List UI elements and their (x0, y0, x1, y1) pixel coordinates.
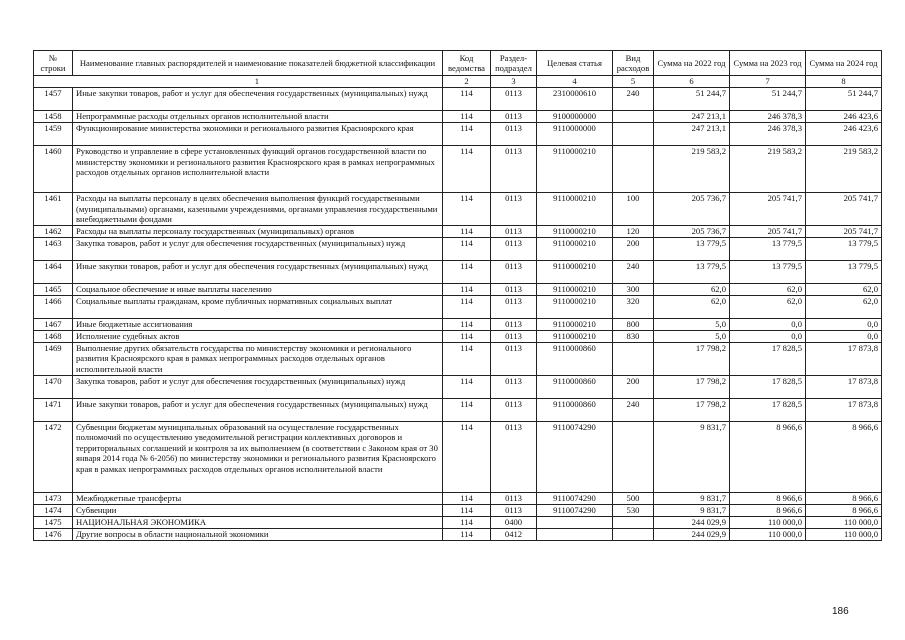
row-name: Руководство и управление в сфере установленных функций органов государственной власти по министерству экономики и регионального развития Красноярского края в рамках непрограммных расходов отдельных органов исполнительной власти (73, 146, 443, 193)
row-sum-2024: 13 779,5 (806, 260, 882, 283)
row-expense-type: 800 (613, 318, 654, 330)
row-sum-2022: 247 213,1 (654, 111, 730, 123)
row-number: 1466 (34, 295, 73, 318)
table-row (34, 398, 882, 421)
header-type: Вид расходов (613, 51, 654, 76)
column-number: 8 (806, 76, 882, 88)
row-target-article: 9110074290 (537, 492, 613, 504)
table-row (34, 193, 882, 226)
row-sum-2023: 17 828,5 (730, 398, 806, 421)
row-target-article: 9110074290 (537, 504, 613, 516)
table-row (34, 88, 882, 111)
row-sum-2023: 0,0 (730, 318, 806, 330)
row-section: 0113 (491, 295, 537, 318)
row-dept-code: 114 (443, 375, 491, 398)
row-sum-2023: 219 583,2 (730, 146, 806, 193)
table-row (34, 237, 882, 260)
row-target-article: 9110000210 (537, 283, 613, 295)
row-section: 0113 (491, 375, 537, 398)
row-section: 0113 (491, 146, 537, 193)
row-expense-type: 500 (613, 492, 654, 504)
row-name: Иные бюджетные ассигнования (73, 318, 443, 330)
row-target-article: 9110000860 (537, 398, 613, 421)
row-dept-code: 114 (443, 146, 491, 193)
row-number: 1463 (34, 237, 73, 260)
row-name: Выполнение других обязательств государства по министерству экономики и регионального развития Красноярского края в рамках непрограммных расходов отдельных органов исполнительной власти (73, 342, 443, 375)
row-target-article: 9110000210 (537, 295, 613, 318)
row-target-article: 9110000860 (537, 375, 613, 398)
row-dept-code: 114 (443, 237, 491, 260)
header-sum-2022: Сумма на 2022 год (654, 51, 730, 76)
table-row (34, 330, 882, 342)
table-row (34, 421, 882, 492)
budget-table (33, 50, 882, 541)
row-sum-2024: 8 966,6 (806, 504, 882, 516)
row-sum-2024: 17 873,8 (806, 342, 882, 375)
row-number: 1470 (34, 375, 73, 398)
table-row (34, 342, 882, 375)
row-sum-2024: 13 779,5 (806, 237, 882, 260)
row-dept-code: 114 (443, 193, 491, 226)
row-section: 0113 (491, 318, 537, 330)
row-section: 0400 (491, 516, 537, 528)
row-section: 0113 (491, 237, 537, 260)
table-row (34, 111, 882, 123)
row-sum-2024: 246 423,6 (806, 111, 882, 123)
table-row (34, 260, 882, 283)
row-expense-type: 240 (613, 88, 654, 111)
row-number: 1461 (34, 193, 73, 226)
row-name: Субвенции бюджетам муниципальных образований на осуществление государственных полномочий по осуществлению уведомительной регистрации коллективных договоров и территориальных соглашений и контроля за их выполнением (в соответствии с Законом края от 30 января 2014 года № 6-2056) по министерству экономики и регионального развития Красноярского края в рамках непрограммных расходов отдельных органов исполнительной власти (73, 421, 443, 492)
row-name: Непрограммные расходы отдельных органов исполнительной власти (73, 111, 443, 123)
row-sum-2023: 17 828,5 (730, 375, 806, 398)
row-section: 0113 (491, 330, 537, 342)
row-number: 1474 (34, 504, 73, 516)
row-expense-type: 200 (613, 375, 654, 398)
row-sum-2023: 246 378,3 (730, 111, 806, 123)
row-name: Иные закупки товаров, работ и услуг для обеспечения государственных (муниципальных) нужд (73, 88, 443, 111)
row-number: 1468 (34, 330, 73, 342)
row-expense-type (613, 123, 654, 146)
row-sum-2024: 8 966,6 (806, 492, 882, 504)
row-number: 1471 (34, 398, 73, 421)
row-section: 0412 (491, 528, 537, 540)
row-section: 0113 (491, 492, 537, 504)
table-row (34, 123, 882, 146)
row-sum-2024: 51 244,7 (806, 88, 882, 111)
row-dept-code: 114 (443, 342, 491, 375)
header-target: Целевая статья (537, 51, 613, 76)
row-expense-type (613, 111, 654, 123)
row-sum-2024: 205 741,7 (806, 225, 882, 237)
row-name: Иные закупки товаров, работ и услуг для обеспечения государственных (муниципальных) нужд (73, 398, 443, 421)
row-sum-2024: 246 423,6 (806, 123, 882, 146)
table-header-row (34, 51, 882, 76)
table-row (34, 516, 882, 528)
row-name: Другие вопросы в области национальной экономики (73, 528, 443, 540)
row-number: 1469 (34, 342, 73, 375)
row-sum-2022: 62,0 (654, 295, 730, 318)
row-sum-2022: 9 831,7 (654, 492, 730, 504)
row-target-article: 9110000210 (537, 146, 613, 193)
row-sum-2024: 17 873,8 (806, 398, 882, 421)
row-sum-2022: 205 736,7 (654, 193, 730, 226)
row-dept-code: 114 (443, 260, 491, 283)
column-number-row (34, 76, 882, 88)
row-sum-2022: 205 736,7 (654, 225, 730, 237)
header-dept: Код ведомства (443, 51, 491, 76)
row-name: Закупка товаров, работ и услуг для обеспечения государственных (муниципальных) нужд (73, 375, 443, 398)
row-sum-2023: 13 779,5 (730, 237, 806, 260)
row-section: 0113 (491, 283, 537, 295)
row-dept-code: 114 (443, 330, 491, 342)
row-dept-code: 114 (443, 123, 491, 146)
row-sum-2024: 62,0 (806, 295, 882, 318)
row-sum-2024: 62,0 (806, 283, 882, 295)
row-sum-2023: 0,0 (730, 330, 806, 342)
table-row (34, 528, 882, 540)
row-expense-type: 300 (613, 283, 654, 295)
row-sum-2022: 17 798,2 (654, 375, 730, 398)
table-row (34, 504, 882, 516)
row-expense-type: 830 (613, 330, 654, 342)
row-sum-2022: 17 798,2 (654, 398, 730, 421)
row-target-article (537, 528, 613, 540)
row-name: Субвенции (73, 504, 443, 516)
column-number: 7 (730, 76, 806, 88)
row-expense-type: 200 (613, 237, 654, 260)
row-sum-2022: 244 029,9 (654, 528, 730, 540)
column-number: 6 (654, 76, 730, 88)
row-dept-code: 114 (443, 88, 491, 111)
header-name: Наименование главных распорядителей и наименование показателей бюджетной классификации (73, 51, 443, 76)
row-sum-2024: 0,0 (806, 318, 882, 330)
row-number: 1475 (34, 516, 73, 528)
row-section: 0113 (491, 421, 537, 492)
row-sum-2024: 205 741,7 (806, 193, 882, 226)
row-number: 1467 (34, 318, 73, 330)
row-dept-code: 114 (443, 492, 491, 504)
row-expense-type: 100 (613, 193, 654, 226)
header-sum-2024: Сумма на 2024 год (806, 51, 882, 76)
column-number: 4 (537, 76, 613, 88)
row-section: 0113 (491, 398, 537, 421)
row-expense-type (613, 146, 654, 193)
row-sum-2022: 13 779,5 (654, 260, 730, 283)
row-sum-2023: 110 000,0 (730, 528, 806, 540)
row-section: 0113 (491, 123, 537, 146)
row-sum-2023: 205 741,7 (730, 225, 806, 237)
table-row (34, 295, 882, 318)
row-sum-2022: 62,0 (654, 283, 730, 295)
row-expense-type (613, 342, 654, 375)
row-sum-2022: 51 244,7 (654, 88, 730, 111)
row-sum-2022: 247 213,1 (654, 123, 730, 146)
column-number: 3 (491, 76, 537, 88)
row-name: Закупка товаров, работ и услуг для обеспечения государственных (муниципальных) нужд (73, 237, 443, 260)
row-sum-2022: 13 779,5 (654, 237, 730, 260)
row-number: 1460 (34, 146, 73, 193)
row-sum-2023: 205 741,7 (730, 193, 806, 226)
row-sum-2022: 9 831,7 (654, 421, 730, 492)
row-name: НАЦИОНАЛЬНАЯ ЭКОНОМИКА (73, 516, 443, 528)
row-target-article (537, 516, 613, 528)
row-target-article: 9110000210 (537, 260, 613, 283)
row-name: Межбюджетные трансферты (73, 492, 443, 504)
row-section: 0113 (491, 504, 537, 516)
row-target-article: 9110000210 (537, 225, 613, 237)
row-target-article: 9100000000 (537, 111, 613, 123)
row-name: Социальные выплаты гражданам, кроме публичных нормативных социальных выплат (73, 295, 443, 318)
row-expense-type: 240 (613, 260, 654, 283)
row-sum-2022: 244 029,9 (654, 516, 730, 528)
row-name: Социальное обеспечение и иные выплаты населению (73, 283, 443, 295)
row-name: Иные закупки товаров, работ и услуг для обеспечения государственных (муниципальных) нужд (73, 260, 443, 283)
table-body (34, 88, 882, 541)
row-dept-code: 114 (443, 421, 491, 492)
row-dept-code: 114 (443, 504, 491, 516)
row-sum-2022: 5,0 (654, 318, 730, 330)
row-sum-2023: 17 828,5 (730, 342, 806, 375)
page-number: 186 (832, 606, 849, 617)
row-section: 0113 (491, 342, 537, 375)
row-expense-type: 530 (613, 504, 654, 516)
row-sum-2022: 17 798,2 (654, 342, 730, 375)
column-number: 2 (443, 76, 491, 88)
row-sum-2022: 9 831,7 (654, 504, 730, 516)
row-name: Расходы на выплаты персоналу государственных (муниципальных) органов (73, 225, 443, 237)
table-row (34, 283, 882, 295)
row-section: 0113 (491, 225, 537, 237)
row-sum-2023: 8 966,6 (730, 504, 806, 516)
row-dept-code: 114 (443, 398, 491, 421)
row-sum-2024: 219 583,2 (806, 146, 882, 193)
row-name: Расходы на выплаты персоналу в целях обеспечения выполнения функций государственными (муниципальными) органами, казенными учреждениями, органами управления государственными внебюджетными фондами (73, 193, 443, 226)
row-section: 0113 (491, 260, 537, 283)
row-dept-code: 114 (443, 295, 491, 318)
row-target-article: 9110000860 (537, 342, 613, 375)
table-row (34, 318, 882, 330)
row-sum-2024: 17 873,8 (806, 375, 882, 398)
row-dept-code: 114 (443, 516, 491, 528)
row-sum-2023: 62,0 (730, 295, 806, 318)
row-section: 0113 (491, 111, 537, 123)
row-expense-type (613, 421, 654, 492)
row-dept-code: 114 (443, 225, 491, 237)
row-number: 1473 (34, 492, 73, 504)
header-sum-2023: Сумма на 2023 год (730, 51, 806, 76)
header-section: Раздел-подраздел (491, 51, 537, 76)
row-expense-type (613, 528, 654, 540)
row-sum-2023: 62,0 (730, 283, 806, 295)
row-expense-type: 240 (613, 398, 654, 421)
row-dept-code: 114 (443, 318, 491, 330)
row-number: 1462 (34, 225, 73, 237)
row-dept-code: 114 (443, 111, 491, 123)
table-row (34, 375, 882, 398)
row-target-article: 9110000210 (537, 318, 613, 330)
row-name: Функционирование министерства экономики и регионального развития Красноярского края (73, 123, 443, 146)
row-sum-2023: 13 779,5 (730, 260, 806, 283)
row-expense-type (613, 516, 654, 528)
row-target-article: 9110000210 (537, 237, 613, 260)
row-number: 1459 (34, 123, 73, 146)
row-name: Исполнение судебных актов (73, 330, 443, 342)
row-target-article: 9110000210 (537, 193, 613, 226)
row-expense-type: 120 (613, 225, 654, 237)
row-number: 1464 (34, 260, 73, 283)
row-number: 1457 (34, 88, 73, 111)
row-target-article: 9110000000 (537, 123, 613, 146)
row-target-article: 9110000210 (537, 330, 613, 342)
row-sum-2023: 8 966,6 (730, 492, 806, 504)
table-row (34, 225, 882, 237)
row-sum-2024: 0,0 (806, 330, 882, 342)
row-sum-2023: 51 244,7 (730, 88, 806, 111)
table-row (34, 146, 882, 193)
row-section: 0113 (491, 193, 537, 226)
row-target-article: 2310000610 (537, 88, 613, 111)
row-number: 1476 (34, 528, 73, 540)
row-sum-2024: 110 000,0 (806, 528, 882, 540)
row-sum-2023: 246 378,3 (730, 123, 806, 146)
row-dept-code: 114 (443, 528, 491, 540)
table-row (34, 492, 882, 504)
row-sum-2024: 110 000,0 (806, 516, 882, 528)
column-number: 5 (613, 76, 654, 88)
row-sum-2023: 8 966,6 (730, 421, 806, 492)
row-number: 1458 (34, 111, 73, 123)
row-sum-2022: 219 583,2 (654, 146, 730, 193)
row-dept-code: 114 (443, 283, 491, 295)
header-num: № строки (34, 51, 73, 76)
row-number: 1465 (34, 283, 73, 295)
row-section: 0113 (491, 88, 537, 111)
row-sum-2024: 8 966,6 (806, 421, 882, 492)
row-sum-2023: 110 000,0 (730, 516, 806, 528)
column-number: 1 (34, 76, 443, 88)
row-sum-2022: 5,0 (654, 330, 730, 342)
row-expense-type: 320 (613, 295, 654, 318)
row-number: 1472 (34, 421, 73, 492)
row-target-article: 9110074290 (537, 421, 613, 492)
